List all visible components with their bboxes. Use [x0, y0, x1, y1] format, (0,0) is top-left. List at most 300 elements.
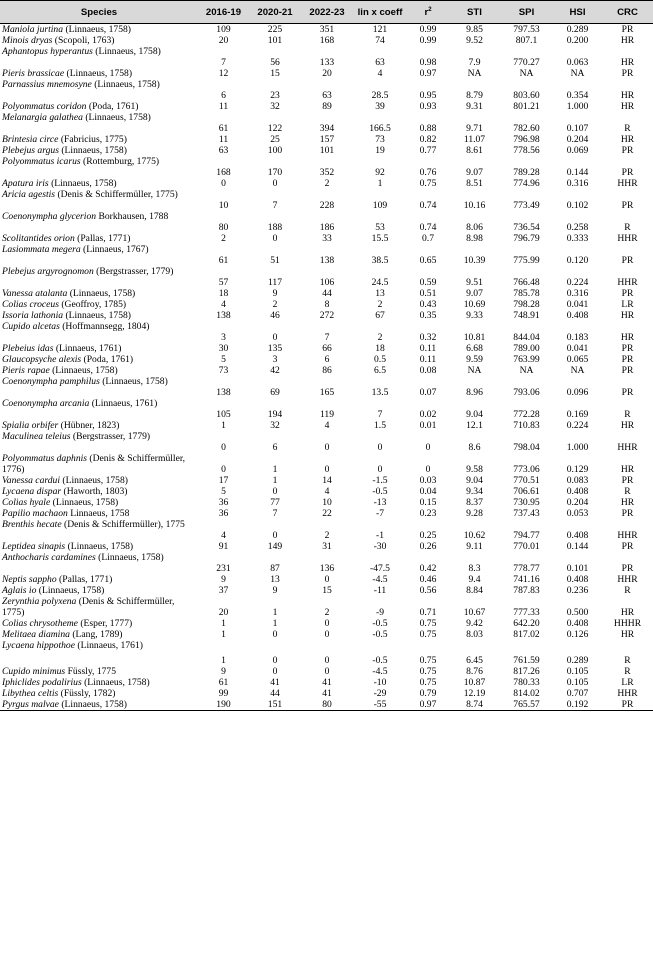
hsi-value: 0.258 — [566, 222, 589, 233]
hsi-value: 0.204 — [566, 497, 589, 508]
species-authority: (Linnaeus, 1758) — [52, 365, 118, 376]
col-header-crc: CRC — [602, 1, 653, 24]
crc-value: PR — [621, 508, 634, 519]
r2-value: 0.76 — [419, 167, 437, 178]
table-row — [0, 343, 653, 354]
sti-value: 6.68 — [466, 343, 483, 354]
crc-value: R — [624, 666, 631, 677]
species-name: Colias chrysotheme — [2, 618, 78, 629]
count-2022-23: 0 — [324, 574, 330, 585]
lin-coeff: -1 — [376, 530, 384, 541]
count-2020-21: 1 — [272, 475, 278, 486]
lin-coeff: 121 — [372, 24, 388, 35]
hsi-value: 0.316 — [566, 288, 589, 299]
r2-value: 0.42 — [419, 563, 437, 574]
species-cell — [0, 688, 198, 699]
count-2016-19: 5 — [221, 486, 226, 497]
lin-coeff: -0.5 — [372, 629, 388, 640]
hsi-value: 0.408 — [566, 310, 589, 321]
count-2020-21: 149 — [267, 541, 283, 552]
crc-value: PR — [602, 699, 653, 711]
spi-value: 765.57 — [500, 699, 553, 711]
sti-value: 9.59 — [466, 354, 483, 365]
r2-value: 0.99 — [419, 35, 437, 46]
lin-coeff: 24.5 — [371, 277, 389, 288]
count-2020-21: 101 — [267, 35, 283, 46]
sti-value: 9.58 — [466, 464, 483, 475]
r2-value: 0.56 — [419, 585, 437, 596]
species-cell — [0, 629, 198, 640]
r2-value: 0.77 — [419, 145, 437, 156]
count-2016-19: 1 — [221, 655, 226, 666]
sti-value: 9.07 — [466, 288, 483, 299]
r2-value: 0 — [425, 442, 431, 453]
count-2016-19: 11 — [218, 134, 229, 145]
lin-coeff: -29 — [373, 688, 387, 699]
crc-value: PR — [621, 167, 634, 178]
table-header — [0, 1, 653, 24]
table-row — [0, 244, 653, 266]
species-name: Vanessa atalanta — [2, 288, 68, 299]
hsi-value: 0.200 — [566, 35, 589, 46]
crc-value: PR — [621, 563, 634, 574]
crc-value: PR — [621, 255, 634, 266]
count-2022-23: 228 — [319, 200, 335, 211]
species-cell — [0, 101, 198, 112]
r2-value: 0.88 — [419, 123, 437, 134]
species-cell — [0, 453, 198, 475]
table-row — [0, 618, 653, 629]
count-2022-23: 351 — [319, 24, 335, 35]
count-2020-21: 7 — [272, 508, 278, 519]
species-cell — [0, 244, 198, 266]
species-authority: (Linnaeus, 1758) — [61, 699, 127, 710]
spi-value: 798.28 — [513, 299, 540, 310]
species-name: Lycaena hippothoe — [2, 640, 75, 651]
crc-value: PR — [621, 541, 634, 552]
col-header-2016-19: 2016-19 — [198, 1, 249, 24]
species-cell — [0, 233, 198, 244]
crc-value: HHR — [617, 574, 638, 585]
count-2020-21: 0 — [272, 666, 278, 677]
count-2022-23: 133 — [319, 57, 335, 68]
sti-value: 8.06 — [466, 222, 483, 233]
spi-value: 770.51 — [513, 475, 540, 486]
spi-value: 770.27 — [513, 57, 540, 68]
table-row — [0, 46, 653, 68]
table-row — [0, 596, 653, 618]
species-cell — [0, 134, 198, 145]
col-header-hsi: HSI — [553, 1, 602, 24]
species-name: Libythea celtis — [2, 688, 59, 699]
count-2016-19: 190 — [198, 699, 249, 711]
species-authority: (Linnaeus, 1758) — [52, 497, 119, 508]
table-body — [0, 24, 653, 711]
count-2016-19: 105 — [216, 409, 231, 420]
spi-value: 766.48 — [513, 277, 540, 288]
table-row — [0, 134, 653, 145]
count-2020-21: 25 — [270, 134, 280, 145]
lin-coeff: 2 — [377, 332, 383, 343]
r2-value: 0.46 — [419, 574, 437, 585]
sti-value: 10.87 — [463, 677, 486, 688]
species-authority: (Linnaeus, 1758) — [85, 112, 151, 123]
spi-value: 782.60 — [513, 123, 540, 134]
species-authority: (Füssly, 1782) — [60, 688, 116, 699]
species-authority: (Linnaeus, 1758) — [102, 376, 168, 387]
spi-value: 785.78 — [513, 288, 540, 299]
species-authority: (Bergstrasser, 1779) — [96, 266, 174, 277]
crc-value: R — [624, 655, 631, 666]
sti-value: 11.07 — [463, 134, 486, 145]
species-name: Glaucopsyche alexis — [2, 354, 82, 365]
species-name: Minois dryas — [2, 35, 53, 46]
species-authority: (Esper, 1777) — [80, 618, 133, 629]
species-cell — [0, 156, 198, 178]
table-row — [0, 35, 653, 46]
count-2016-19: 7 — [221, 57, 226, 68]
hsi-value: 0.224 — [566, 420, 589, 431]
lin-coeff: -30 — [373, 541, 387, 552]
sti-value: 10.62 — [463, 530, 486, 541]
count-2022-23: 138 — [319, 255, 335, 266]
lin-coeff: -7 — [376, 508, 384, 519]
hsi-value: 0.192 — [553, 699, 602, 711]
hsi-value: 0.105 — [566, 677, 589, 688]
hsi-value: 0.053 — [566, 508, 589, 519]
count-2022-23: 119 — [319, 409, 335, 420]
species-name: Plebeius idas — [2, 343, 54, 354]
species-cell — [0, 376, 198, 398]
spi-value: 801.21 — [513, 101, 540, 112]
count-2020-21: 135 — [267, 343, 283, 354]
crc-value: HR — [620, 420, 635, 431]
spi-value: 748.91 — [513, 310, 540, 321]
species-name: Colias croceus — [2, 299, 59, 310]
species-cell — [0, 699, 198, 711]
col-header-2022-23: 2022-23 — [301, 1, 353, 24]
r2-value: 0.01 — [419, 420, 437, 431]
species-authority: (Linnaeus, 1758) — [38, 585, 105, 596]
r2-value: 0.75 — [419, 629, 437, 640]
r2-value: 0.11 — [419, 343, 437, 354]
species-name: Aglais io — [2, 585, 37, 596]
sti-value: 8.6 — [468, 442, 481, 453]
lin-coeff: -0.5 — [372, 486, 388, 497]
species-name: Polyommatus coridon — [2, 101, 87, 112]
count-2020-21: 100 — [267, 145, 283, 156]
species-authority: (Linnaeus, 1761) — [91, 398, 158, 409]
hsi-value: 0.069 — [566, 145, 589, 156]
crc-value: PR — [621, 365, 634, 376]
lin-coeff: 166.5 — [369, 123, 391, 134]
hsi-value: 0.169 — [566, 409, 589, 420]
spi-value: 772.28 — [513, 409, 540, 420]
species-authority: (Pallas, 1771) — [77, 233, 131, 244]
lin-coeff: 7 — [377, 409, 383, 420]
count-2022-23: 101 — [319, 145, 335, 156]
sti-value: 10.69 — [463, 299, 486, 310]
hsi-value: 0.289 — [566, 655, 589, 666]
species-name: Pieris brassicae — [2, 68, 65, 79]
lin-coeff: 2 — [377, 299, 383, 310]
hsi-value: 0.083 — [566, 475, 589, 486]
count-2016-19: 0 — [221, 442, 226, 453]
crc-value: R — [624, 123, 631, 134]
count-2022-23: 7 — [324, 332, 330, 343]
species-name: Maniola jurtina — [2, 24, 64, 35]
spi-value: 774.96 — [513, 178, 540, 189]
count-2020-21: 7 — [272, 200, 278, 211]
sti-value: 9.04 — [466, 475, 483, 486]
sti-value: 9.51 — [466, 277, 483, 288]
spi-value: 777.33 — [513, 607, 540, 618]
table-row — [0, 541, 653, 552]
species-cell — [0, 618, 198, 629]
species-name: Aricia agestis — [2, 189, 56, 200]
species-cell — [0, 486, 198, 497]
species-cell — [0, 145, 198, 156]
count-2020-21: 9 — [272, 585, 278, 596]
species-cell — [0, 365, 198, 376]
count-2022-23: 168 — [319, 35, 335, 46]
table-row — [0, 178, 653, 189]
lin-coeff: 53 — [375, 222, 385, 233]
count-2020-21: 2 — [272, 299, 278, 310]
table-row — [0, 453, 653, 475]
table-row — [0, 640, 653, 666]
count-2022-23: 0 — [324, 666, 330, 677]
count-2016-19: 99 — [218, 688, 229, 699]
spi-value: 741.16 — [513, 574, 540, 585]
species-name: Aphantopus hyperantus — [2, 46, 93, 57]
species-authority: (Haworth, 1803) — [63, 486, 128, 497]
crc-value: R — [624, 222, 631, 233]
sti-value: 12.19 — [463, 688, 486, 699]
species-authority: (Denis & Schiffermüller, 1775) — [2, 596, 175, 618]
species-name: Cupido alcetas — [2, 321, 60, 332]
hsi-value: 0.236 — [566, 585, 589, 596]
count-2016-19: 138 — [216, 310, 231, 321]
lin-coeff: 6.5 — [374, 365, 386, 376]
species-name: Iphiclides podalirius — [2, 677, 82, 688]
r2-value: 0.93 — [419, 101, 437, 112]
count-2016-19: 1 — [221, 420, 226, 431]
r2-value: 0.97 — [407, 699, 449, 711]
crc-value: PR — [621, 475, 634, 486]
crc-value: HR — [620, 57, 635, 68]
count-2016-19: 9 — [221, 574, 226, 585]
hsi-value: 0.316 — [566, 178, 589, 189]
count-2016-19: 20 — [218, 35, 229, 46]
table-row — [0, 310, 653, 321]
species-cell — [0, 552, 198, 574]
hsi-value: 0.204 — [566, 134, 589, 145]
spi-value: 789.00 — [513, 343, 540, 354]
table-row — [0, 475, 653, 486]
crc-value: PR — [621, 68, 634, 79]
table-row — [0, 677, 653, 688]
species-name: Brintesia circe — [2, 134, 59, 145]
count-2020-21: 77 — [270, 497, 280, 508]
sti-value: 10.16 — [463, 200, 486, 211]
crc-value: PR — [621, 387, 634, 398]
hsi-value: 0.183 — [566, 332, 589, 343]
species-authority: (Linnaeus, 1758) — [67, 541, 134, 552]
spi-value: 773.49 — [513, 200, 540, 211]
count-2016-19: 91 — [218, 541, 229, 552]
count-2020-21: 122 — [267, 123, 283, 134]
r2-value: 0.75 — [419, 677, 437, 688]
species-authority: (Linnaeus, 1758) — [69, 288, 136, 299]
lin-coeff: 74 — [375, 35, 385, 46]
sti-value: 9.07 — [466, 167, 483, 178]
lin-coeff: 28.5 — [371, 90, 389, 101]
count-2016-19: 2 — [221, 233, 226, 244]
r2-value: 0.59 — [419, 277, 437, 288]
crc-value: HHR — [617, 442, 638, 453]
count-2020-21: 0 — [272, 530, 278, 541]
spi-value: 642.20 — [513, 618, 540, 629]
crc-value: PR — [621, 200, 634, 211]
count-2016-19: 20 — [218, 607, 229, 618]
hsi-value: 0.063 — [566, 57, 589, 68]
species-authority: (Hoffmannsegg, 1804) — [62, 321, 150, 332]
crc-value: HR — [620, 310, 635, 321]
hsi-value: 0.102 — [566, 200, 589, 211]
count-2022-23: 31 — [322, 541, 332, 552]
count-2022-23: 106 — [319, 277, 335, 288]
spi-value: 778.56 — [513, 145, 540, 156]
count-2022-23: 2 — [324, 530, 330, 541]
species-name: Issoria lathonia — [2, 310, 64, 321]
count-2020-21: 170 — [267, 167, 283, 178]
hsi-value: 0.107 — [566, 123, 589, 134]
count-2016-19: 30 — [218, 343, 229, 354]
lin-coeff: -1.5 — [372, 475, 388, 486]
table-row — [0, 156, 653, 178]
r2-value: 0.32 — [419, 332, 437, 343]
sti-value: 8.51 — [466, 178, 483, 189]
species-cell — [0, 585, 198, 596]
species-name: Anthocharis cardamines — [2, 552, 96, 563]
count-2016-19: 4 — [221, 530, 226, 541]
hsi-value: 1.000 — [566, 101, 589, 112]
count-2020-21: 9 — [272, 288, 278, 299]
species-cell — [0, 666, 198, 677]
species-name: Melanargia galathea — [2, 112, 83, 123]
species-name: Leptidea sinapis — [2, 541, 66, 552]
count-2022-23: 2 — [324, 178, 330, 189]
crc-value: PR — [621, 24, 634, 35]
crc-value: R — [624, 486, 631, 497]
count-2022-23: 44 — [322, 288, 332, 299]
species-authority: (Geoffroy, 1785) — [61, 299, 127, 310]
species-authority: (Fabricius, 1775) — [60, 134, 127, 145]
species-name: Polyommatus daphnis — [2, 453, 88, 464]
spi-value: 770.01 — [513, 541, 540, 552]
species-authority: (Linnaeus, 1758) — [65, 24, 131, 35]
species-authority: (Hübner, 1823) — [60, 420, 120, 431]
species-cell — [0, 343, 198, 354]
r2-value: 0.82 — [419, 134, 437, 145]
table-row — [0, 574, 653, 585]
species-name: Pyrgus malvae — [2, 699, 59, 710]
spi-value: 803.60 — [513, 90, 540, 101]
count-2022-23: 394 — [319, 123, 335, 134]
count-2020-21: 13 — [270, 574, 280, 585]
species-authority: (Linnaeus, 1761) — [55, 343, 122, 354]
count-2016-19: 4 — [221, 299, 226, 310]
count-2020-21: 44 — [270, 688, 280, 699]
count-2022-23: 15 — [322, 585, 332, 596]
count-2016-19: 138 — [216, 387, 231, 398]
crc-value: HR — [620, 35, 635, 46]
lin-coeff: 1.5 — [374, 420, 386, 431]
table-row — [0, 288, 653, 299]
count-2020-21: 32 — [270, 420, 280, 431]
species-cell — [0, 46, 198, 68]
crc-value: PR — [621, 354, 634, 365]
table-row — [0, 688, 653, 699]
lin-coeff: -0.5 — [372, 618, 388, 629]
count-2016-19: 5 — [221, 354, 226, 365]
col-header-sti: STI — [449, 1, 500, 24]
lin-coeff: -11 — [373, 585, 387, 596]
r2-value: 0.07 — [419, 387, 437, 398]
table-row — [0, 299, 653, 310]
species-cell — [0, 354, 198, 365]
species-name: Vanessa cardui — [2, 475, 61, 486]
count-2020-21: 69 — [270, 387, 280, 398]
species-authority: (Linnaeus, 1758) — [65, 310, 131, 321]
species-name: Lasiommata megera — [2, 244, 81, 255]
table-row — [0, 211, 653, 233]
sti-value: 8.76 — [466, 666, 483, 677]
hsi-value: 0.289 — [566, 24, 589, 35]
count-2022-23: 20 — [322, 68, 332, 79]
spi-value: 789.28 — [513, 167, 540, 178]
spi-value: NA — [519, 365, 534, 376]
count-2022-23: 6 — [324, 354, 330, 365]
lin-coeff: -10 — [373, 677, 387, 688]
hsi-value: NA — [570, 68, 585, 79]
spi-value: 814.02 — [513, 688, 540, 699]
sti-value: 9.85 — [466, 24, 483, 35]
count-2020-21: 42 — [270, 365, 280, 376]
r2-value: 0.11 — [419, 354, 437, 365]
count-2020-21: 3 — [272, 354, 278, 365]
crc-value: PR — [621, 343, 634, 354]
crc-value: R — [624, 585, 631, 596]
species-cell — [0, 266, 198, 288]
sti-value: 6.45 — [466, 655, 483, 666]
table-row — [0, 398, 653, 420]
species-cell — [0, 321, 198, 343]
hsi-value: 0.707 — [566, 688, 589, 699]
sti-value: 8.03 — [466, 629, 483, 640]
species-cell — [0, 508, 198, 519]
species-name: Spialia orbifer — [2, 420, 59, 431]
count-2022-23: 4 — [324, 420, 330, 431]
sti-value: 8.61 — [466, 145, 483, 156]
table-row — [0, 699, 653, 711]
spi-value: 807.1 — [515, 35, 538, 46]
count-2020-21: 0 — [272, 178, 278, 189]
table-row — [0, 420, 653, 431]
sti-value: 9.42 — [466, 618, 483, 629]
crc-value: HR — [620, 464, 635, 475]
